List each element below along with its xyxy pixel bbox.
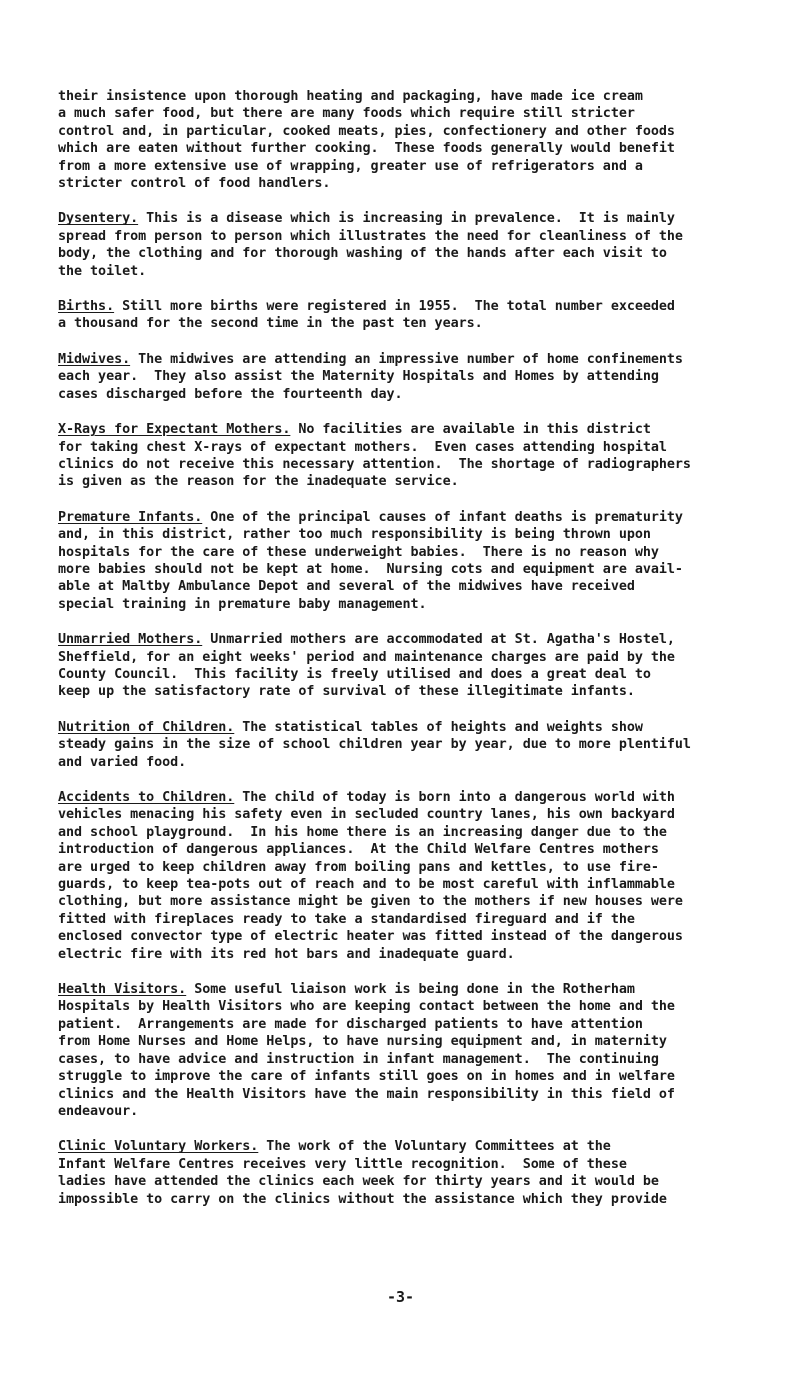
line-text: patient. Arrangements are made for discharged patients to have attention: [58, 1016, 643, 1032]
line-text: and school playground. In his home there is an increasing danger due to the: [58, 824, 667, 840]
line-text: clinics and the Health Visitors have the main responsibility in this field of: [58, 1086, 675, 1102]
line-text: each year. They also assist the Maternity Hospitals and Homes by attending: [58, 369, 659, 385]
text-line: [58, 1103, 781, 1120]
text-line: [58, 1173, 781, 1190]
text-line: [58, 105, 781, 122]
line-text: Infant Welfare Centres receives very little recognition. Some of these: [58, 1156, 627, 1172]
text-line: [58, 893, 781, 910]
text-line: [58, 806, 781, 823]
text-line: [58, 631, 781, 648]
line-text: special training in premature baby management.: [58, 596, 427, 612]
text-line: [58, 473, 781, 490]
line-text: County Council. This facility is freely utilised and does a great deal to: [58, 666, 651, 682]
paragraph: [58, 88, 781, 192]
line-text: which are eaten without further cooking. These foods generally would benefit: [58, 141, 675, 157]
line-text: endeavour.: [58, 1103, 139, 1119]
line-text: This is a disease which is increasing in prevalence. It is mainly: [138, 211, 675, 227]
paragraph: [58, 351, 781, 403]
text-line: [58, 245, 781, 262]
line-text: stricter control of food handlers.: [58, 176, 331, 192]
line-text: Some useful liaison work is being done in the Rotherham: [186, 982, 635, 998]
text-line: [58, 263, 781, 280]
line-text: keep up the satisfactory rate of survival of these illegitimate infants.: [58, 684, 635, 700]
paragraph: [58, 509, 781, 613]
line-text: No facilities are available in this district: [290, 422, 651, 438]
text-line: [58, 1086, 781, 1103]
page-number: -3-: [386, 1288, 415, 1306]
line-text: and varied food.: [58, 754, 187, 770]
text-line: [58, 456, 781, 473]
line-text: fitted with fireplaces ready to take a standardised fireguard and if the: [58, 911, 635, 927]
text-line: [58, 946, 781, 963]
line-text: clothing, but more assistance might be given to the mothers if new houses were: [58, 894, 683, 910]
text-line: [58, 1191, 781, 1208]
text-line: [58, 736, 781, 753]
line-text: Hospitals by Health Visitors who are keeping contact between the home and the: [58, 999, 675, 1015]
section-heading: Unmarried Mothers.: [58, 632, 203, 648]
text-line: [58, 981, 781, 998]
text-line: [58, 876, 781, 893]
line-text: hospitals for the care of these underweight babies. There is no reason why: [58, 544, 659, 560]
line-text: clinics do not receive this necessary attention. The shortage of radiographers: [58, 456, 691, 472]
section-heading: Accidents to Children.: [58, 790, 235, 805]
text-line: [58, 998, 781, 1015]
text-line: [58, 1138, 781, 1155]
line-text: for taking chest X-rays of expectant mothers. Even cases attending hospital: [58, 439, 667, 455]
text-line: [58, 859, 781, 876]
line-text: struggle to improve the care of infants still goes on in homes and in welfare: [58, 1069, 675, 1085]
line-text: Still more births were registered in 1955. The total number exceeded: [114, 299, 675, 315]
line-text: are urged to keep children away from boiling pans and kettles, to use fire-: [58, 859, 659, 875]
section-heading: Nutrition of Children.: [58, 719, 235, 735]
text-line: [58, 754, 781, 771]
line-text: their insistence upon thorough heating and packaging, have made ice cream: [58, 89, 643, 104]
text-line: [58, 1051, 781, 1068]
text-line: [58, 544, 781, 561]
line-text: enclosed convector type of electric heater was fitted instead of the dangerous: [58, 929, 683, 945]
line-text: a thousand for the second time in the past ten years.: [58, 316, 483, 332]
text-line: [58, 1016, 781, 1033]
line-text: cases, to have advice and instruction in infant management. The continuing: [58, 1051, 659, 1067]
text-line: [58, 158, 781, 175]
text-line: [58, 386, 781, 403]
text-line: [58, 683, 781, 700]
line-text: cases discharged before the fourteenth day.: [58, 386, 403, 402]
text-line: [58, 596, 781, 613]
text-line: [58, 140, 781, 157]
text-line: [58, 649, 781, 666]
body-text: [58, 88, 781, 1208]
text-line: [58, 1156, 781, 1173]
line-text: more babies should not be kept at home. Nursing cots and equipment are avail-: [58, 561, 683, 577]
line-text: control and, in particular, cooked meats, pies, confectionery and other foods: [58, 123, 675, 139]
line-text: from a more extensive use of wrapping, greater use of refrigerators and a: [58, 158, 643, 174]
section-heading: X-Rays for Expectant Mothers.: [58, 422, 291, 438]
text-line: [58, 789, 781, 806]
line-text: impossible to carry on the clinics without the assistance which they provide: [58, 1191, 667, 1207]
paragraph: [58, 298, 781, 333]
line-text: steady gains in the size of school children year by year, due to more plentiful: [58, 737, 691, 753]
line-text: Sheffield, for an eight weeks' period and maintenance charges are paid by the: [58, 649, 675, 665]
text-line: [58, 841, 781, 858]
line-text: The child of today is born into a dangerous world with: [234, 790, 675, 805]
line-text: able at Maltby Ambulance Depot and several of the midwives have received: [58, 579, 635, 595]
text-line: [58, 578, 781, 595]
text-line: [58, 298, 781, 315]
paragraph: [58, 1138, 781, 1208]
line-text: guards, to keep tea-pots out of reach and to be most careful with inflammable: [58, 877, 675, 893]
text-line: [58, 526, 781, 543]
text-line: [58, 351, 781, 368]
text-line: [58, 911, 781, 928]
section-heading: Clinic Voluntary Workers.: [58, 1139, 259, 1155]
paragraph: [58, 981, 781, 1120]
text-line: [58, 368, 781, 385]
line-text: from Home Nurses and Home Helps, to have nursing equipment and, in maternity: [58, 1034, 667, 1050]
line-text: electric fire with its red hot bars and inadequate guard.: [58, 946, 515, 962]
line-text: The midwives are attending an impressive number of home confinements: [130, 351, 683, 367]
line-text: ladies have attended the clinics each week for thirty years and it would be: [58, 1174, 659, 1190]
text-line: [58, 228, 781, 245]
text-line: [58, 123, 781, 140]
text-line: [58, 561, 781, 578]
paragraph: [58, 789, 781, 963]
text-line: [58, 315, 781, 332]
text-line: [58, 210, 781, 227]
line-text: The statistical tables of heights and weights show: [234, 719, 643, 735]
line-text: is given as the reason for the inadequate service.: [58, 474, 459, 490]
line-text: body, the clothing and for thorough washing of the hands after each visit to: [58, 246, 667, 262]
section-heading: Health Visitors.: [58, 982, 187, 998]
paragraph: [58, 421, 781, 491]
paragraph: [58, 631, 781, 701]
line-text: spread from person to person which illustrates the need for cleanliness of the: [58, 228, 683, 244]
line-text: Unmarried mothers are accommodated at St. Agatha's Hostel,: [202, 632, 675, 648]
text-line: [58, 824, 781, 841]
section-heading: Births.: [58, 299, 115, 315]
line-text: One of the principal causes of infant deaths is prematurity: [202, 509, 683, 525]
text-line: [58, 719, 781, 736]
line-text: The work of the Voluntary Committees at the: [258, 1139, 611, 1155]
paragraph: [58, 719, 781, 771]
text-line: [58, 439, 781, 456]
text-line: [58, 88, 781, 105]
line-text: vehicles menacing his safety even in secluded country lanes, his own backyard: [58, 807, 675, 823]
text-line: [58, 666, 781, 683]
text-line: [58, 421, 781, 438]
section-heading: Dysentery.: [58, 211, 139, 227]
text-line: [58, 509, 781, 526]
text-line: [58, 1068, 781, 1085]
line-text: and, in this district, rather too much responsibility is being thrown upon: [58, 527, 651, 543]
section-heading: Premature Infants.: [58, 509, 203, 525]
line-text: the toilet.: [58, 263, 147, 279]
text-line: [58, 1033, 781, 1050]
section-heading: Midwives.: [58, 351, 131, 367]
line-text: introduction of dangerous appliances. At the Child Welfare Centres mothers: [58, 842, 659, 858]
paragraph: [58, 210, 781, 280]
line-text: a much safer food, but there are many foods which require still stricter: [58, 106, 635, 122]
text-line: [58, 175, 781, 192]
text-line: [58, 928, 781, 945]
